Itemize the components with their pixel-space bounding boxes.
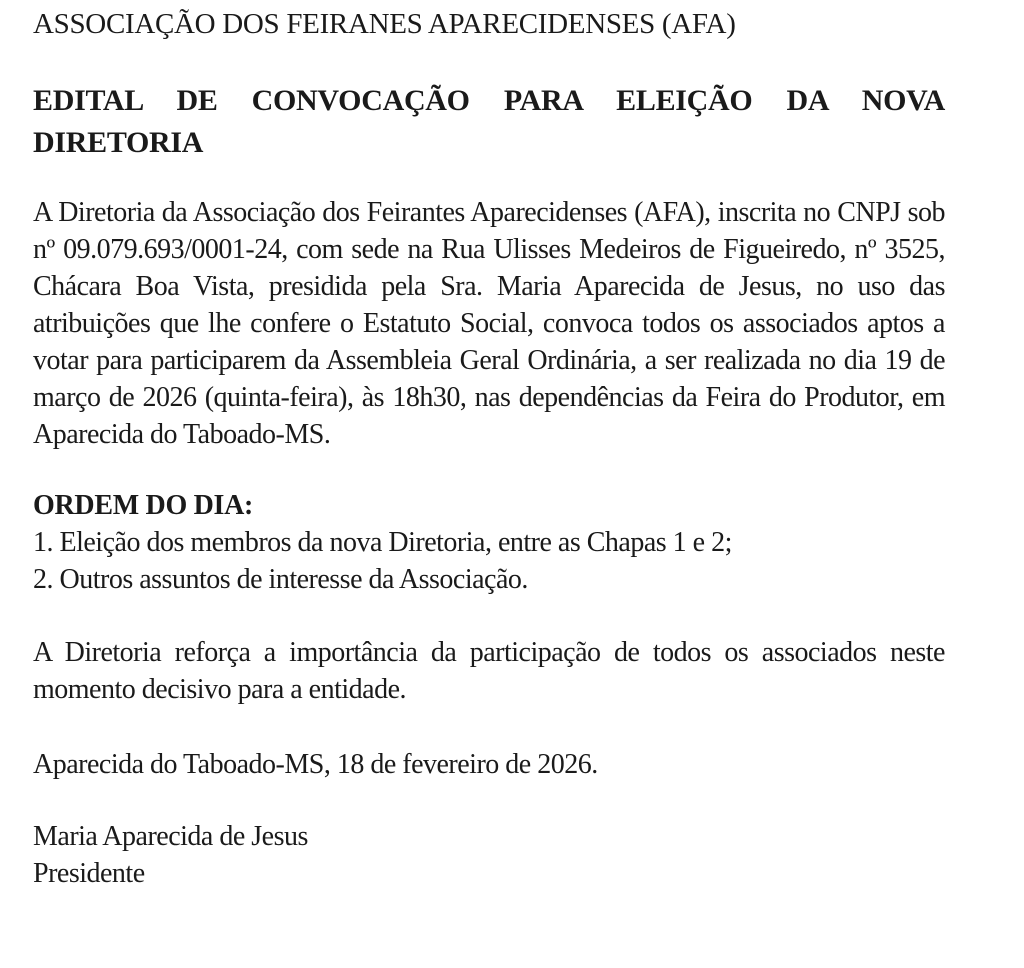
organization-name: ASSOCIAÇÃO DOS FEIRANES APARECIDENSES (AFA) xyxy=(33,8,736,40)
signature-block xyxy=(33,818,945,892)
document-title: EDITAL DE CONVOCAÇÃO PARA ELEIÇÃO DA NOVA DIRETORIA xyxy=(33,84,945,159)
signature-role: Presidente xyxy=(33,858,145,889)
body-paragraph: A Diretoria da Associação dos Feirantes Aparecidenses (AFA), inscrita no CNPJ sob nº 09.079.693/0001-24, com sede na Rua Ulisses Medeiros de Figueiredo, nº 3525, Chácara Boa Vista, presidida pela Sra. Maria Aparecida de Jesus, no uso das atribuições que lhe confere o Estatuto Social, convoca todos os associados aptos a votar para participarem da Assembleia Geral Ordinária, a ser realizada no dia 19 de março de 2026 (quinta-feira), às 18h30, nas dependências da Feira do Produtor, em Aparecida do Taboado-MS. xyxy=(33,197,945,450)
date-line: Aparecida do Taboado-MS, 18 de fevereiro de 2026. xyxy=(33,749,598,780)
closing-paragraph: A Diretoria reforça a importância da participação de todos os associados neste momento decisivo para a entidade. xyxy=(33,637,945,705)
signature-name: Maria Aparecida de Jesus xyxy=(33,821,308,852)
agenda-section xyxy=(33,487,945,598)
agenda-heading: ORDEM DO DIA: xyxy=(33,490,254,521)
agenda-item-1: 1. Eleição dos membros da nova Diretoria, entre as Chapas 1 e 2; xyxy=(33,527,732,558)
agenda-item-2: 2. Outros assuntos de interesse da Associação. xyxy=(33,564,528,595)
